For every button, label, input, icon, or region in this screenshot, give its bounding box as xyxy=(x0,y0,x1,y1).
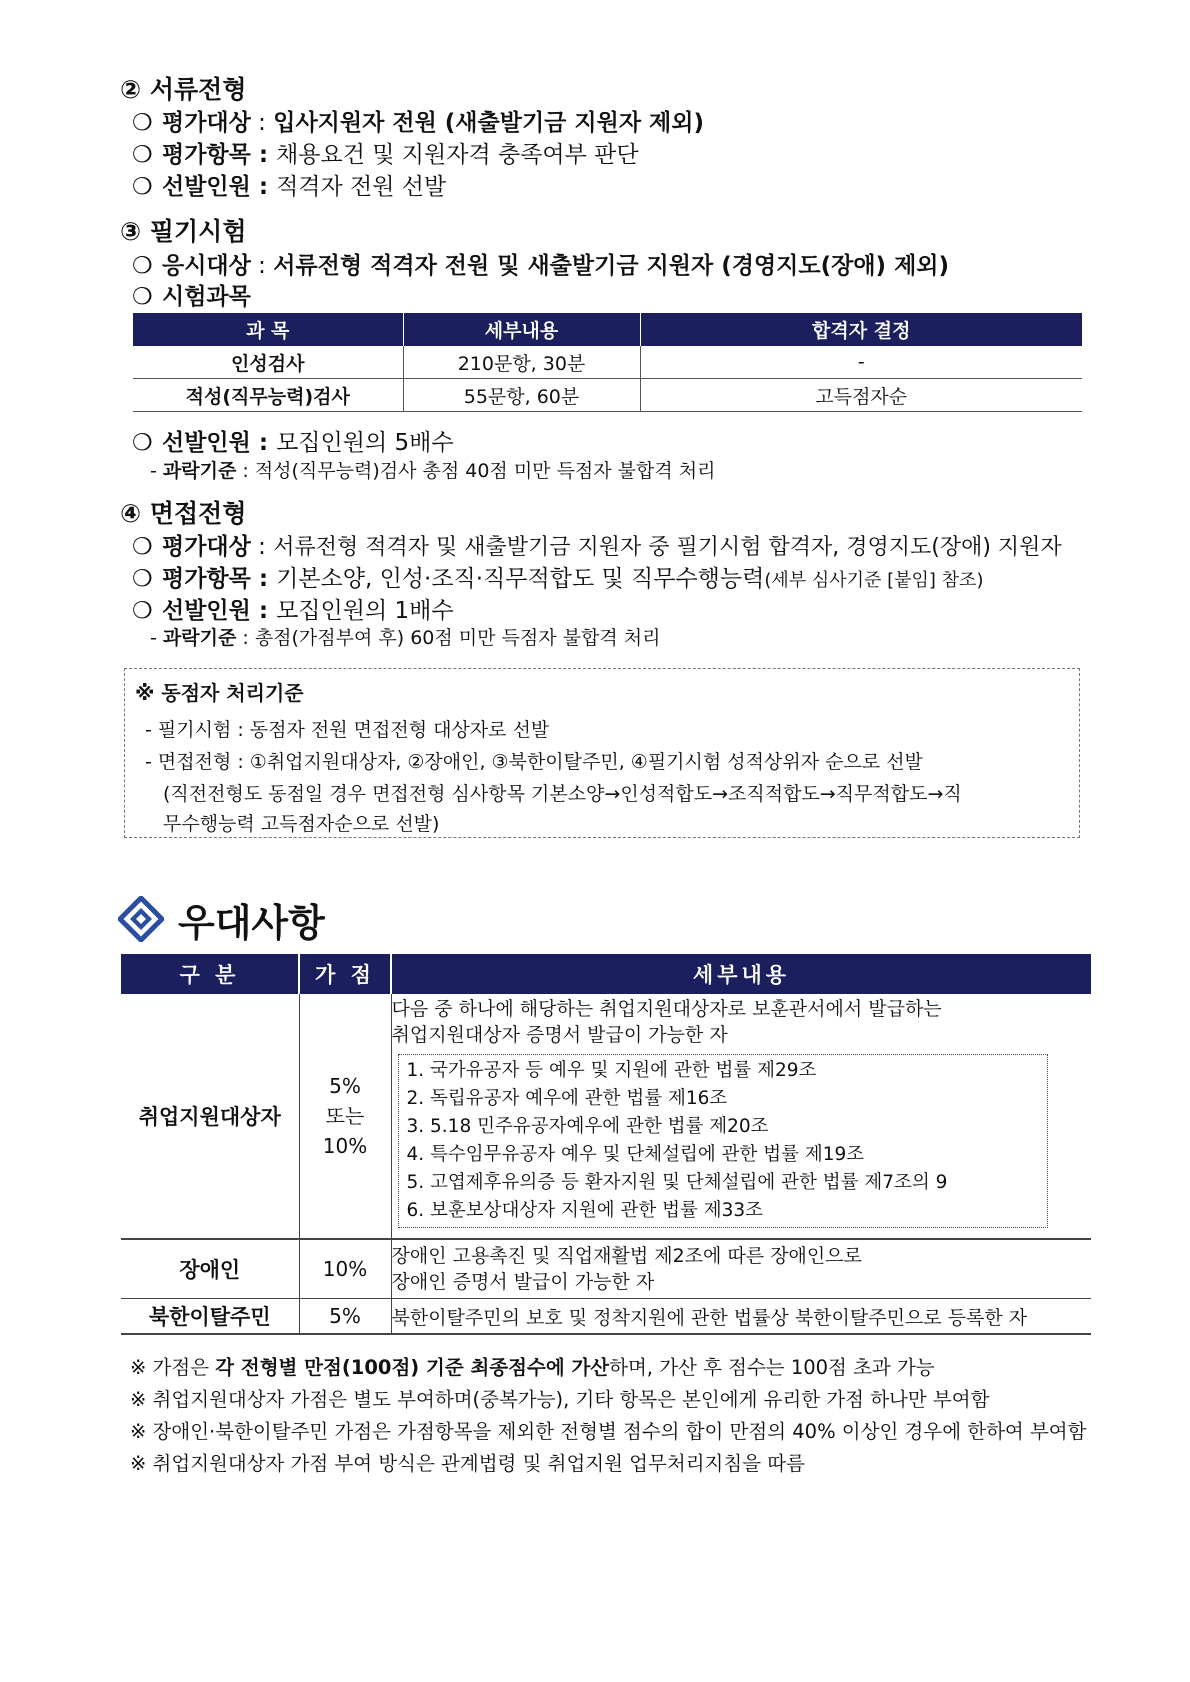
section-title-document: ② 서류전형 xyxy=(120,75,247,104)
diamond-logo-icon xyxy=(118,896,164,942)
note-line: ※ 취업지원대상자 가점은 별도 부여하며(중복가능), 기타 항목은 본인에게 유리한 가점 하나만 부여함 xyxy=(130,1388,990,1411)
detail-text: 취업지원대상자 증명서 발급이 가능한 자 xyxy=(391,1024,728,1046)
table-cell: - xyxy=(640,346,1082,379)
table-cell: 10% xyxy=(299,1239,391,1299)
tie-break-line: - 필기시험 : 동점자 전원 면접전형 대상자로 선발 xyxy=(145,719,550,741)
table-header-row xyxy=(133,313,1082,346)
table-cell: 5% xyxy=(299,1299,391,1335)
table-header-cell: 세부내용 xyxy=(403,313,640,346)
law-list-box xyxy=(398,1054,1048,1228)
sec3-row-selection: ❍ 선발인원 : 모집인원의 5배수 xyxy=(132,430,454,456)
table-row xyxy=(133,379,1082,412)
section-title-preference: 우대사항 xyxy=(178,901,325,945)
detail-text: 장애인 증명서 발급이 가능한 자 xyxy=(391,1271,655,1293)
sec4-cutoff: - 과락기준 : 총점(가점부여 후) 60점 미만 득점자 불합격 처리 xyxy=(150,627,661,649)
sec4-row-selection: ❍ 선발인원 : 모집인원의 1배수 xyxy=(132,598,454,624)
section-title-interview: ④ 면접전형 xyxy=(120,499,247,528)
note-line: ※ 가점은 각 전형별 만점(100점) 기준 최종점수에 가산하며, 가산 후 점수는 100점 초과 가능 xyxy=(130,1356,935,1379)
table-row xyxy=(133,346,1082,379)
list-item: 1. 국가유공자 등 예우 및 지원에 관한 법률 제29조 xyxy=(406,1060,817,1081)
table-cell: 적성(직무능력)검사 xyxy=(133,379,403,412)
tie-break-line: - 면접전형 : ①취업지원대상자, ②장애인, ③북한이탈주민, ④필기시험 성적상위자 순으로 선발 xyxy=(145,751,923,773)
sec3-row-subjects: ❍ 시험과목 xyxy=(132,284,251,310)
sec2-row-selection: ❍ 선발인원 : 적격자 전원 선발 xyxy=(132,174,447,200)
points-value: 또는 xyxy=(325,1104,365,1128)
table-cell: 고득점자순 xyxy=(640,379,1082,412)
table-cell: 210문항, 30분 xyxy=(403,346,640,379)
table-cell xyxy=(299,994,391,1239)
sec4-row-items: ❍ 평가항목 : 기본소양, 인성·조직·직무적합도 및 직무수행능력(세부 심사기준 [붙임] 참조) xyxy=(132,566,984,592)
sec3-row-target: ❍ 응시대상 : 서류전형 적격자 전원 및 새출발기금 지원자 (경영지도(장애) 제외) xyxy=(132,253,950,279)
list-item: 6. 보훈보상대상자 지원에 관한 법률 제33조 xyxy=(406,1200,764,1221)
table-cell: 북한이탈주민의 보호 및 정착지원에 관한 법률상 북한이탈주민으로 등록한 자 xyxy=(391,1299,1091,1335)
sec2-row-items: ❍ 평가항목 : 채용요건 및 지원자격 충족여부 판단 xyxy=(132,142,639,168)
table-row xyxy=(121,994,1091,1239)
list-item: 5. 고엽제후유의증 등 환자지원 및 단체설립에 관한 법률 제7조의 9 xyxy=(406,1172,948,1193)
preference-table xyxy=(121,954,1091,1335)
sec2-row-target: ❍ 평가대상 : 입사지원자 전원 (새출발기금 지원자 제외) xyxy=(132,110,705,136)
table-row xyxy=(121,1239,1091,1299)
tie-break-line: (직전전형도 동점일 경우 면접전형 심사항목 기본소양→인성적합도→조직적합도→직무적합도→직 xyxy=(163,783,962,805)
list-item: 4. 특수임무유공자 예우 및 단체설립에 관한 법률 제19조 xyxy=(406,1144,865,1165)
table-row xyxy=(121,1299,1091,1335)
section-title-written-test: ③ 필기시험 xyxy=(120,217,247,246)
detail-text: 장애인 고용촉진 및 직업재활법 제2조에 따른 장애인으로 xyxy=(391,1245,862,1267)
table-header-row xyxy=(121,954,1091,994)
list-item: 2. 독립유공자 예우에 관한 법률 제16조 xyxy=(406,1088,728,1109)
table-header-cell: 합격자 결정 xyxy=(640,313,1082,346)
table-cell xyxy=(391,994,1091,1239)
table-cell: 장애인 xyxy=(121,1239,299,1299)
list-item: 3. 5.18 민주유공자예우에 관한 법률 제20조 xyxy=(406,1116,769,1137)
detail-text: 다음 중 하나에 해당하는 취업지원대상자로 보훈관서에서 발급하는 xyxy=(391,998,942,1020)
note-line: ※ 장애인·북한이탈주민 가점은 가점항목을 제외한 전형별 점수의 합이 만점의 40% 이상인 경우에 한하여 부여함 xyxy=(130,1420,1087,1443)
points-value: 5% xyxy=(329,1074,361,1098)
table-cell: 취업지원대상자 xyxy=(121,994,299,1239)
table-header-cell: 구 분 xyxy=(121,954,299,994)
tie-break-line: 무수행능력 고득점자순으로 선발) xyxy=(163,813,440,835)
table-header-cell: 세부내용 xyxy=(391,954,1091,994)
tie-break-title: ※ 동점자 처리기준 xyxy=(135,681,304,705)
sec4-row-target: ❍ 평가대상 : 서류전형 적격자 및 새출발기금 지원자 중 필기시험 합격자, 경영지도(장애) 지원자 xyxy=(132,534,1062,560)
table-cell: 북한이탈주민 xyxy=(121,1299,299,1335)
test-subjects-table xyxy=(133,313,1082,412)
table-cell xyxy=(391,1239,1091,1299)
table-cell: 55문항, 60분 xyxy=(403,379,640,412)
tie-break-box xyxy=(124,668,1080,838)
sec3-cutoff: - 과락기준 : 적성(직무능력)검사 총점 40점 미만 득점자 불합격 처리 xyxy=(150,460,716,482)
table-cell: 인성검사 xyxy=(133,346,403,379)
table-header-cell: 과 목 xyxy=(133,313,403,346)
note-line: ※ 취업지원대상자 가점 부여 방식은 관계법령 및 취업지원 업무처리지침을 따름 xyxy=(130,1452,805,1475)
table-header-cell: 가 점 xyxy=(299,954,391,994)
points-value: 10% xyxy=(322,1134,368,1158)
